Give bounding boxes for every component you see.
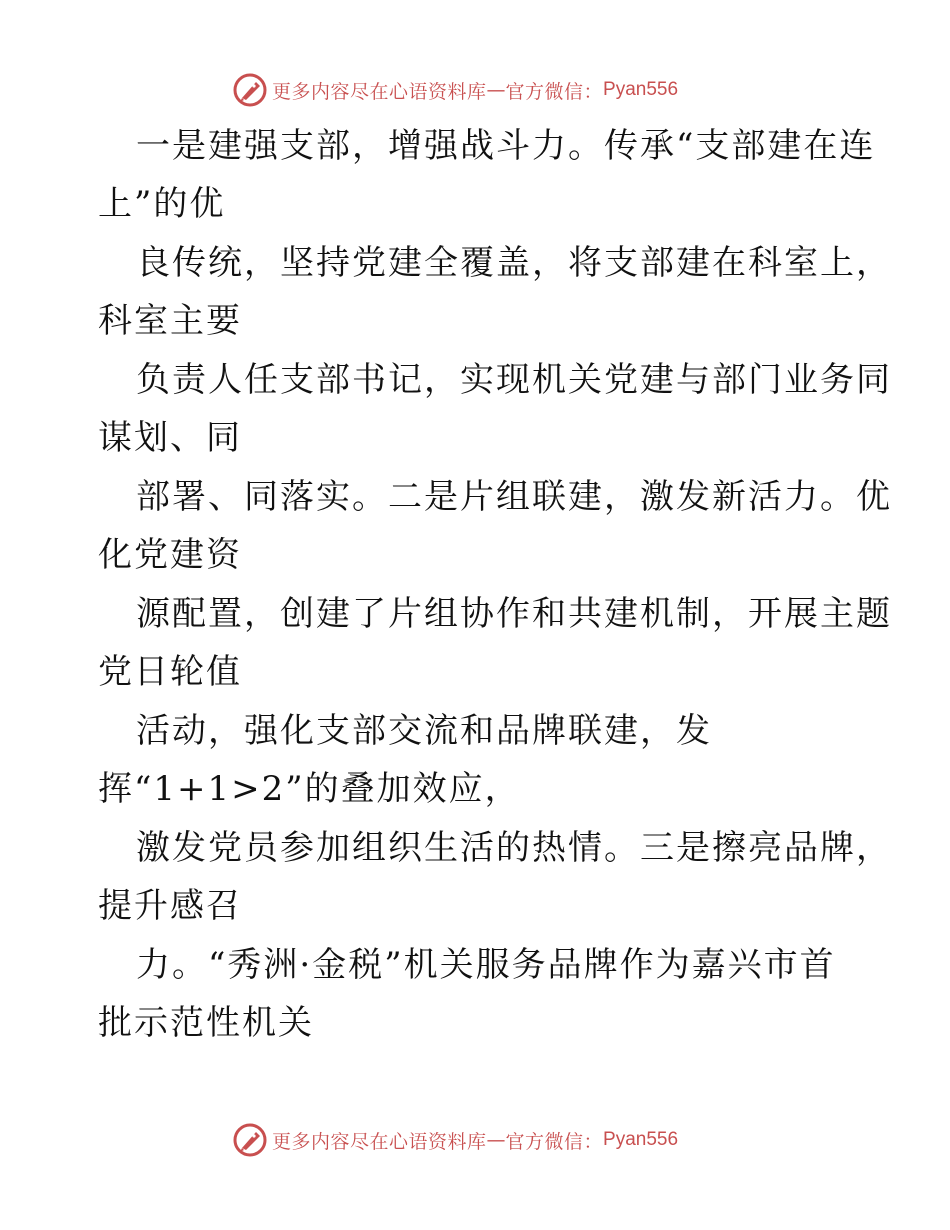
watermark-wechat-id: Pyan556 xyxy=(603,79,679,100)
paragraph-line: 负责人任支部书记，实现机关党建与部门业务同 xyxy=(136,360,892,400)
pen-nib-logo-icon xyxy=(232,1122,268,1158)
paragraph-line: 挥“1+1>2”的叠加效应， xyxy=(98,769,521,809)
paragraph-line: 力。“秀洲·金税”机关服务品牌作为嘉兴市首 xyxy=(136,945,836,985)
paragraph-line: 化党建资 xyxy=(98,535,242,575)
paragraph-line: 党日轮值 xyxy=(98,652,242,692)
footer-watermark xyxy=(232,1120,678,1160)
watermark-text: 更多内容尽在心语资料库 xyxy=(272,1130,487,1153)
paragraph-line: 一是建强支部，增强战斗力。传承“支部建在连 xyxy=(136,126,876,166)
header-watermark xyxy=(232,70,678,110)
paragraph-line: 科室主要 xyxy=(98,301,242,341)
paragraph-line: 谋划、同 xyxy=(98,418,242,458)
watermark-label: 官方微信： xyxy=(505,80,604,103)
paragraph-line: 提升感召 xyxy=(98,886,242,926)
paragraph-line: 部署、同落实。二是片组联建，激发新活力。优 xyxy=(136,477,892,517)
paragraph-line: 激发党员参加组织生活的热情。三是擦亮品牌， xyxy=(136,828,892,868)
paragraph-line: 良传统，坚持党建全覆盖，将支部建在科室上， xyxy=(136,243,892,283)
watermark-separator: — xyxy=(486,79,506,101)
watermark-label: 官方微信： xyxy=(505,1130,604,1153)
watermark-text: 更多内容尽在心语资料库 xyxy=(272,80,487,103)
paragraph-line: 源配置，创建了片组协作和共建机制，开展主题 xyxy=(136,594,892,634)
paragraph-line: 批示范性机关 xyxy=(98,1003,314,1043)
watermark-wechat-id: Pyan556 xyxy=(603,1129,679,1150)
pen-nib-logo-icon xyxy=(232,72,268,108)
paragraph-line: 上”的优 xyxy=(98,184,226,224)
watermark-separator: — xyxy=(486,1129,506,1151)
paragraph-line: 活动，强化支部交流和品牌联建，发 xyxy=(136,711,712,751)
